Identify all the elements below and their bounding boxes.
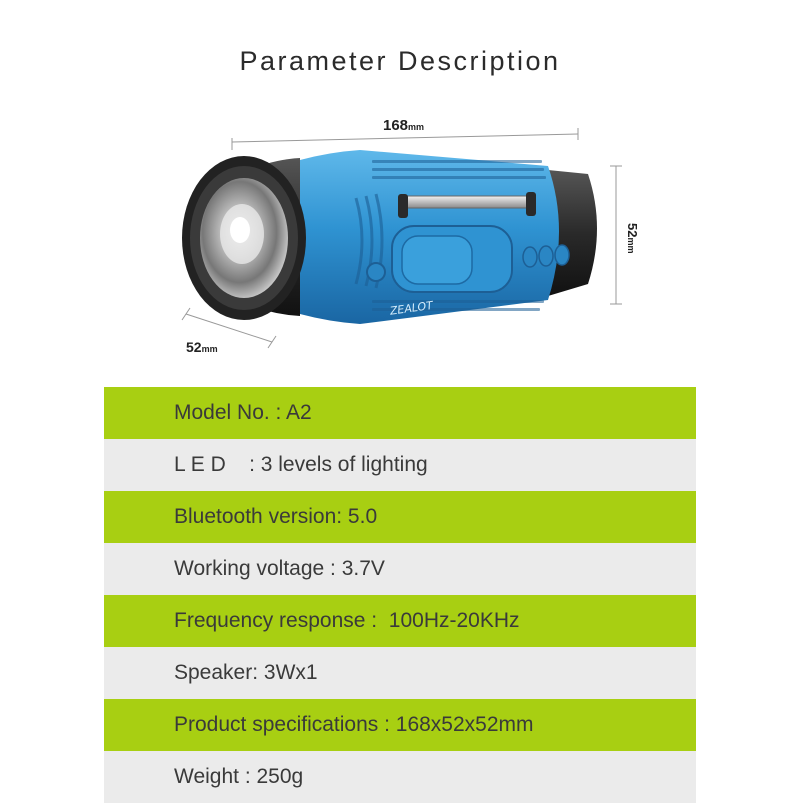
svg-text:52mm: [186, 339, 218, 355]
height-unit: mm: [626, 237, 636, 254]
svg-text:168mm: [383, 117, 424, 134]
height-dimension: [610, 166, 640, 304]
spec-row-dimensions: Product specifications : 168x52x52mm: [104, 699, 696, 751]
page-title: Parameter Description: [239, 46, 561, 76]
height-value: 52: [625, 223, 640, 238]
length-unit: mm: [408, 122, 425, 132]
spec-row-speaker: Speaker: 3Wx1: [104, 647, 696, 699]
product-illustration: [0, 100, 800, 380]
speaker-body: [182, 150, 597, 324]
spec-row-model: Model No. : A2: [104, 387, 696, 439]
spec-row-frequency: Frequency response : 100Hz-20KHz: [104, 595, 696, 647]
spec-row-voltage: Working voltage : 3.7V: [104, 543, 696, 595]
width-value: 52: [186, 339, 202, 355]
length-value: 168: [383, 117, 409, 134]
spec-table: [104, 387, 696, 803]
spec-row-bluetooth: Bluetooth version: 5.0: [104, 491, 696, 543]
brand-mark: ZEALOT: [389, 298, 434, 318]
svg-text:52mm: [625, 223, 640, 253]
width-unit: mm: [201, 344, 218, 354]
length-dimension: [232, 117, 578, 150]
spec-row-led: L E D : 3 levels of lighting: [104, 439, 696, 491]
spec-row-weight: Weight : 250g: [104, 751, 696, 803]
